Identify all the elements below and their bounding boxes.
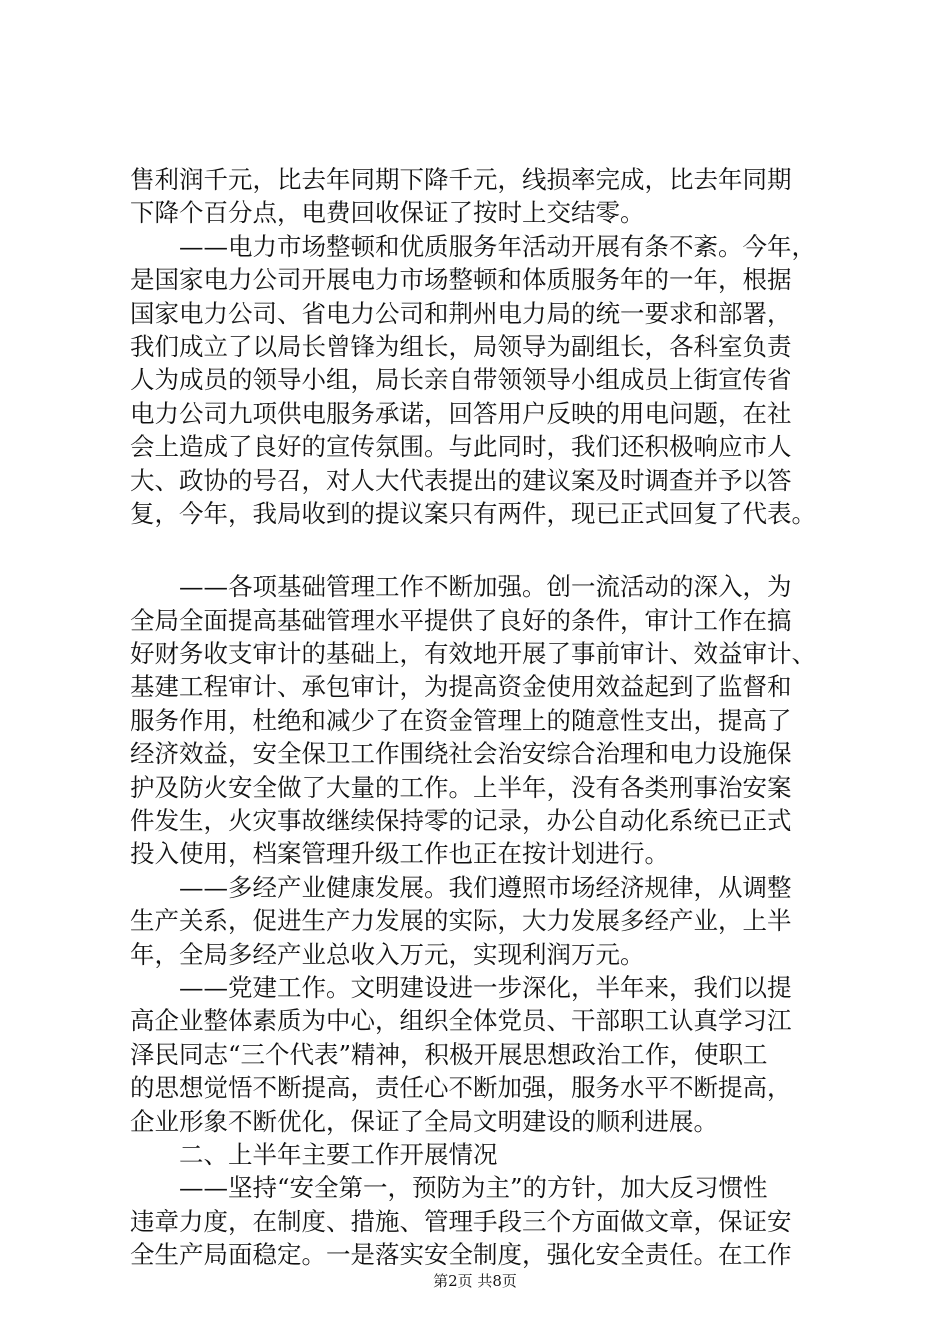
text-line: ——多经产业健康发展。我们遵照市场经济规律，从调整 xyxy=(179,872,792,902)
document-body xyxy=(130,163,830,1272)
text-line: 违章力度，在制度、措施、管理手段三个方面做文章，保证安 xyxy=(130,1206,792,1236)
text-line: 国家电力公司、省电力公司和荆州电力局的统一要求和部署， xyxy=(130,298,792,328)
text-line: 基建工程审计、承包审计，为提高资金使用效益起到了监督和 xyxy=(130,672,792,702)
text-line: 年，全局多经产业总收入万元，实现利润万元。 xyxy=(130,939,645,969)
text-line: ——电力市场整顿和优质服务年活动开展有条不紊。今年， xyxy=(179,231,816,261)
text-line: 全生产局面稳定。一是落实安全制度，强化安全责任。在工作 xyxy=(130,1240,792,1270)
text-line: ——各项基础管理工作不断加强。创一流活动的深入，为 xyxy=(179,572,792,602)
text-line: 高企业整体素质为中心，组织全体党员、干部职工认真学习江 xyxy=(130,1006,792,1036)
text-line: 复，今年，我局收到的提议案只有两件，现已正式回复了代表。 xyxy=(130,498,816,528)
paragraph xyxy=(130,163,830,230)
paragraph xyxy=(130,230,830,531)
text-line: 服务作用，杜绝和减少了在资金管理上的随意性支出，提高了 xyxy=(130,705,792,735)
text-line: 我们成立了以局长曾锋为组长，局领导为副组长，各科室负责 xyxy=(130,331,792,361)
text-line: 人为成员的领导小组，局长亲自带领领导小组成员上街宣传省 xyxy=(130,365,792,395)
text-line: 是国家电力公司开展电力市场整顿和体质服务年的一年，根据 xyxy=(130,265,792,295)
page-footer xyxy=(0,1271,950,1291)
paragraph-gap xyxy=(130,530,830,570)
text-line: 生产关系，促进生产力发展的实际，大力发展多经产业，上半 xyxy=(130,906,792,936)
text-line: 售利润千元，比去年同期下降千元，线损率完成，比去年同期 xyxy=(130,165,792,194)
text-line: 泽民同志“三个代表”精神，积极开展思想政治工作，使职工 xyxy=(130,1039,768,1069)
text-line: 好财务收支审计的基础上，有效地开展了事前审计、效益审计、 xyxy=(130,639,816,669)
text-line: 全局全面提高基础管理水平提供了良好的条件，审计工作在搞 xyxy=(130,605,792,635)
section-heading xyxy=(130,1138,830,1171)
text-line: 经济效益，安全保卫工作围绕社会治安综合治理和电力设施保 xyxy=(130,739,792,769)
text-line: 电力公司九项供电服务承诺，回答用户反映的用电问题，在社 xyxy=(130,398,792,428)
text-line: 二、上半年主要工作开展情况 xyxy=(179,1139,498,1169)
page-number: 第2页 共8页 xyxy=(433,1272,517,1290)
text-line: 企业形象不断优化，保证了全局文明建设的顺利进展。 xyxy=(130,1106,718,1136)
text-line: 件发生，火灾事故继续保持零的记录，办公自动化系统已正式 xyxy=(130,806,792,836)
text-line: 投入使用，档案管理升级工作也正在按计划进行。 xyxy=(130,839,669,869)
paragraph xyxy=(130,1171,830,1271)
text-line: ——党建工作。文明建设进一步深化，半年来，我们以提 xyxy=(179,972,792,1002)
text-line: 下降个百分点，电费回收保证了按时上交结零。 xyxy=(130,198,645,228)
text-line: ——坚持“安全第一，预防为主”的方针，加大反习惯性 xyxy=(179,1173,768,1203)
text-line: 护及防火安全做了大量的工作。上半年，没有各类刑事治安案 xyxy=(130,772,792,802)
text-line: 的思想觉悟不断提高，责任心不断加强，服务水平不断提高， xyxy=(130,1073,792,1103)
text-line: 会上造成了良好的宣传氛围。与此同时，我们还积极响应市人 xyxy=(130,432,792,462)
paragraph xyxy=(130,570,830,871)
paragraph xyxy=(130,871,830,971)
text-line: 大、政协的号召，对人大代表提出的建议案及时调查并予以答 xyxy=(130,465,792,495)
paragraph xyxy=(130,971,830,1138)
